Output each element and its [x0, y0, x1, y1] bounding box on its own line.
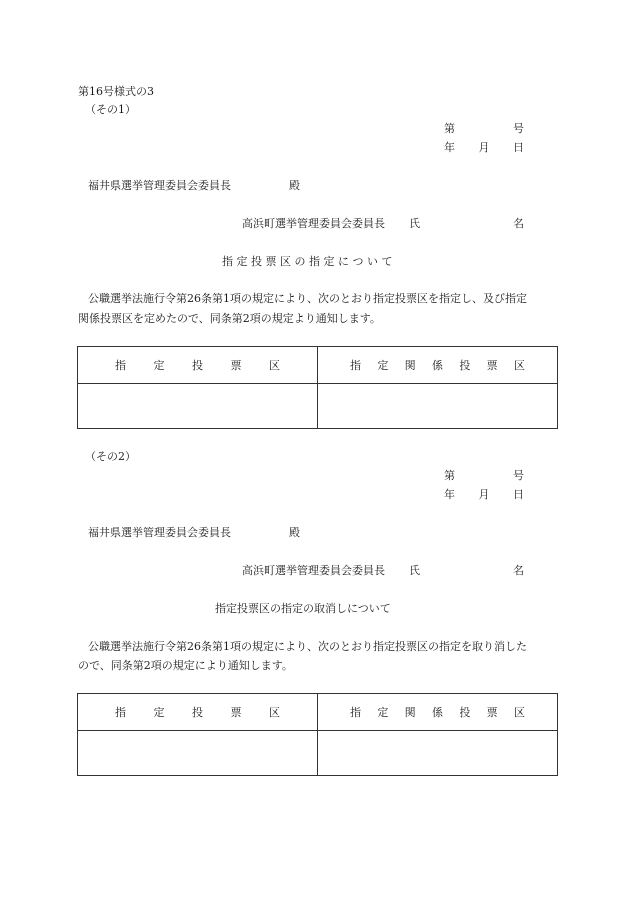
- number-go: 号: [513, 469, 524, 482]
- cell-related-precinct[interactable]: [318, 731, 558, 776]
- precinct-table: [77, 693, 558, 776]
- precinct-table: [77, 346, 558, 429]
- part-label: （その2）: [85, 450, 136, 463]
- notice-title: 指 定 投 票 区 の 指 定 に つ い て: [222, 255, 393, 268]
- cell-designated-precinct[interactable]: [78, 384, 318, 429]
- body-line-1: 公職選挙法施行令第26条第1項の規定により、次のとおり指定投票区の指定を取り消した: [88, 640, 527, 653]
- cell-designated-precinct[interactable]: [78, 731, 318, 776]
- date-day: 日: [513, 141, 524, 154]
- date-month: 月: [478, 141, 490, 154]
- number-line: [444, 123, 524, 134]
- name-suffix: 名: [513, 217, 524, 230]
- cell-related-precinct[interactable]: [318, 384, 558, 429]
- sender: 高浜町選挙管理委員会委員長: [242, 564, 385, 577]
- body-line-2: ので、同条第2項の規定により通知します。: [78, 659, 293, 672]
- honorific: 殿: [289, 526, 300, 539]
- number-go: 号: [513, 122, 524, 135]
- name-prefix: 氏: [409, 217, 420, 230]
- body-line-1: 公職選挙法施行令第26条第1項の規定により、次のとおり指定投票区を指定し、及び指定: [88, 292, 527, 305]
- col-header-designated-precinct: 指 定 投 票 区: [78, 694, 318, 731]
- col-header-designated-precinct: 指 定 投 票 区: [78, 347, 318, 384]
- date-year: 年: [444, 488, 455, 501]
- date-day: 日: [513, 488, 524, 501]
- notice-title: 指定投票区の指定の取消しについて: [215, 602, 391, 615]
- form-id: 第16号様式の3: [78, 85, 154, 98]
- body-line-2: 関係投票区を定めたので、同条第2項の規定より通知します。: [78, 312, 381, 325]
- name-prefix: 氏: [409, 564, 420, 577]
- col-header-related-precinct: 指 定 関 係 投 票 区: [318, 694, 558, 731]
- number-dai: 第: [444, 122, 455, 135]
- part-label: （その1）: [85, 103, 136, 116]
- name-suffix: 名: [513, 564, 524, 577]
- date-year: 年: [444, 141, 455, 154]
- addressee: 福井県選挙管理委員会委員長: [88, 179, 231, 192]
- sender: 高浜町選挙管理委員会委員長: [242, 217, 385, 230]
- date-line: [444, 489, 524, 500]
- date-month: 月: [478, 488, 490, 501]
- honorific: 殿: [289, 179, 300, 192]
- addressee: 福井県選挙管理委員会委員長: [88, 526, 231, 539]
- number-dai: 第: [444, 469, 455, 482]
- number-line: [444, 470, 524, 481]
- col-header-related-precinct: 指 定 関 係 投 票 区: [318, 347, 558, 384]
- date-line: [444, 142, 524, 153]
